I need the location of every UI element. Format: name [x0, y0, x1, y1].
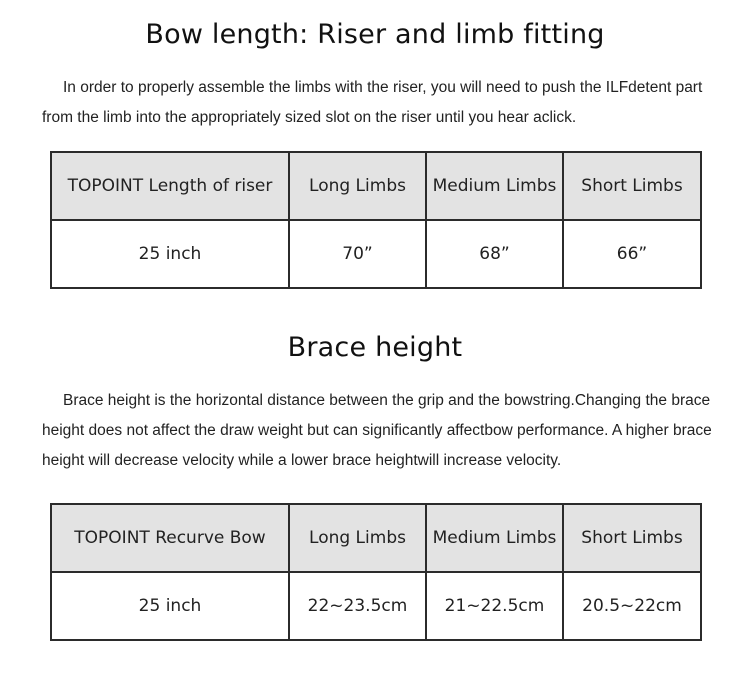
table-row: [51, 572, 701, 640]
table-header-row: [51, 152, 701, 220]
table-header-row: [51, 504, 701, 572]
header-cell-recurve-bow: TOPOINT Recurve Bow: [51, 504, 289, 572]
table-cell: 25 inch: [51, 220, 289, 288]
table-cell: 21~22.5cm: [426, 572, 563, 640]
riser-length-table: [50, 151, 702, 289]
header-cell-medium-limbs: Medium Limbs: [426, 504, 563, 572]
table-row: [51, 220, 701, 288]
table-cell: 66”: [563, 220, 701, 288]
header-cell-medium-limbs: Medium Limbs: [426, 152, 563, 220]
paragraph-line: height does not affect the draw weight but can significantly affectbow performance. A higher brace: [42, 422, 712, 439]
paragraph-line: from the limb into the appropriately sized slot on the riser until you hear aclick.: [42, 109, 577, 126]
brace-height-table: [50, 503, 702, 641]
section-title-brace-height: Brace height: [287, 332, 463, 363]
header-cell-riser-length: TOPOINT Length of riser: [51, 152, 289, 220]
table-cell: 68”: [426, 220, 563, 288]
table-cell: 25 inch: [51, 572, 289, 640]
brace-height-paragraph: [42, 386, 742, 476]
table-cell: 22~23.5cm: [289, 572, 426, 640]
header-cell-short-limbs: Short Limbs: [563, 152, 701, 220]
paragraph-line: height will decrease velocity while a lower brace heightwill increase velocity.: [42, 452, 562, 469]
header-cell-short-limbs: Short Limbs: [563, 504, 701, 572]
paragraph-line: In order to properly assemble the limbs with the riser, you will need to push the ILFdetent part: [63, 79, 703, 96]
header-cell-long-limbs: Long Limbs: [289, 152, 426, 220]
table-cell: 20.5~22cm: [563, 572, 701, 640]
table-cell: 70”: [289, 220, 426, 288]
bow-length-paragraph: [42, 73, 742, 133]
header-cell-long-limbs: Long Limbs: [289, 504, 426, 572]
section-title-bow-length: Bow length: Riser and limb fitting: [145, 19, 605, 50]
paragraph-line: Brace height is the horizontal distance between the grip and the bowstring.Changing the brace: [63, 392, 711, 409]
